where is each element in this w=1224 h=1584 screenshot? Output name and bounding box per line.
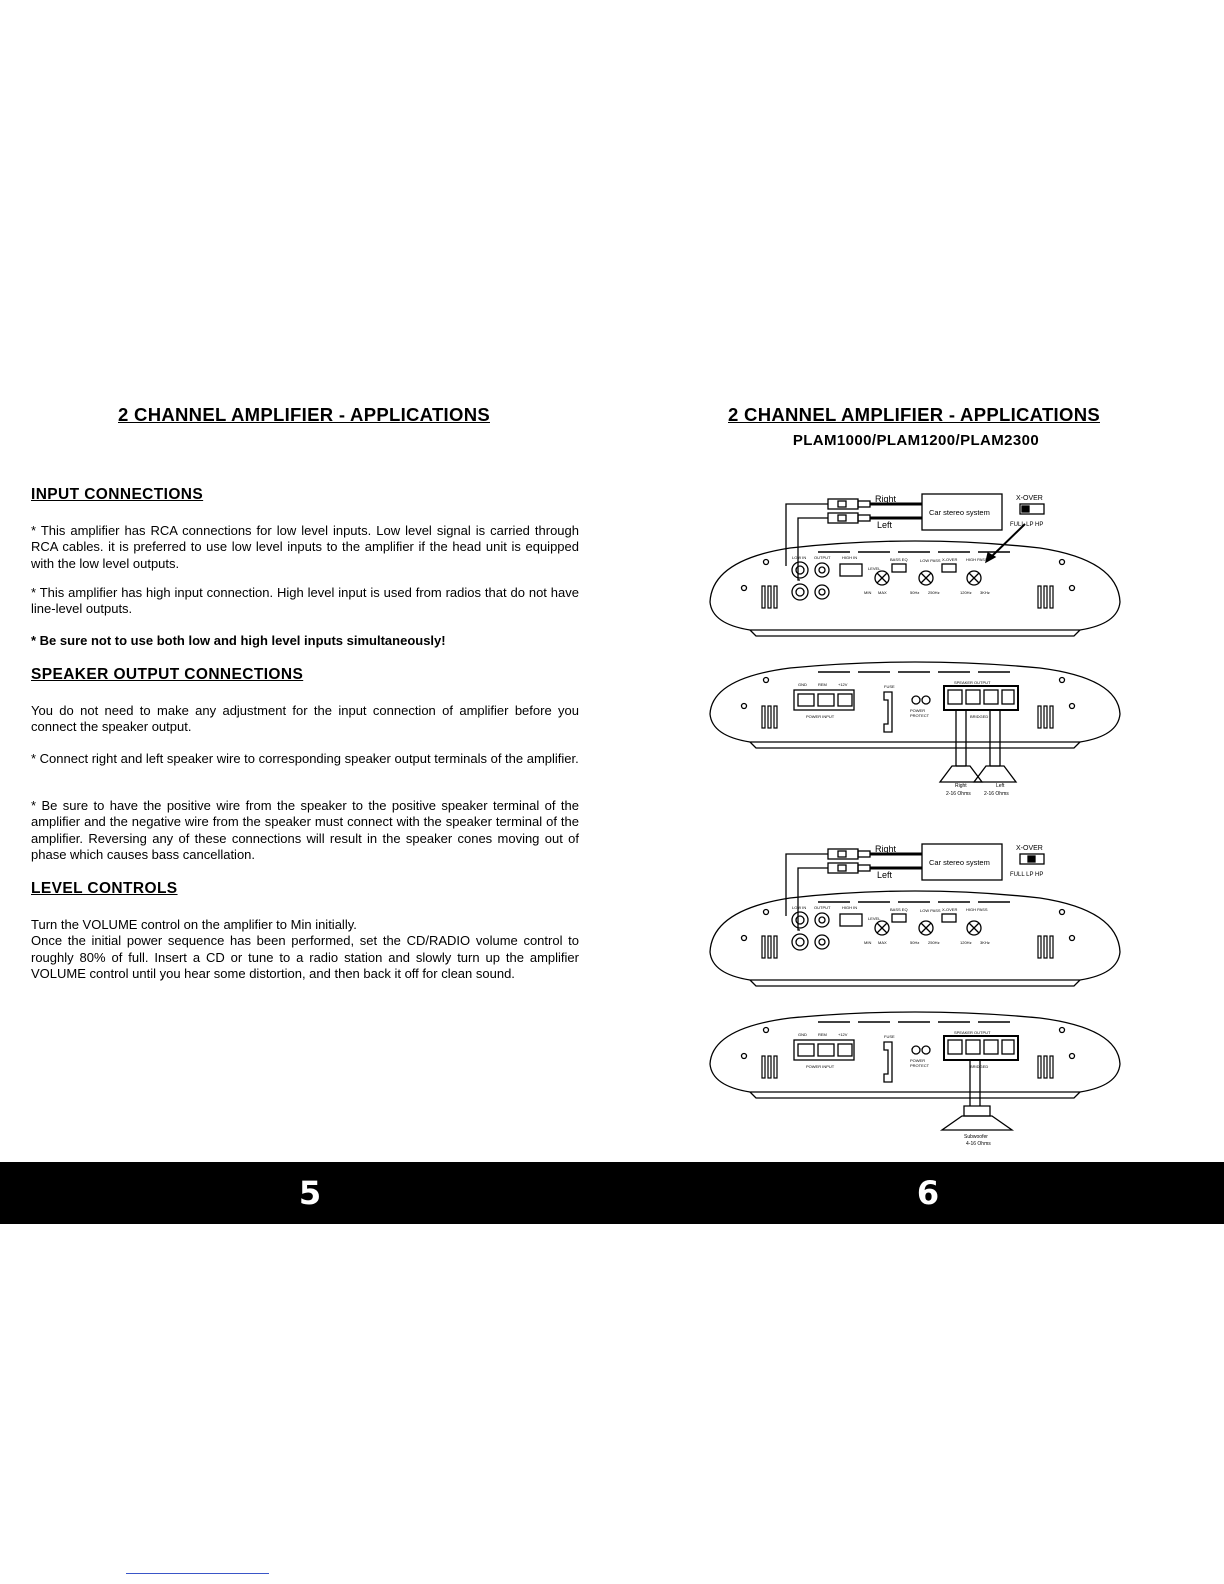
- level-paragraph: Turn the VOLUME control on the amplifier to Min initially. Once the initial power sequence has been performed, set the CD/RADIO volume control to roughly 80% of full. Insert a CD or tune to a radio station and slowly turn up the amplifier VOLUME control until you hear some distortion, and then back it off for clean sound.: [31, 917, 579, 981]
- right-page-title: 2 CHANNEL AMPLIFIER - APPLICATIONS: [728, 404, 1100, 425]
- right-page-number: 6: [916, 1174, 940, 1212]
- d1-ohms-left-label: 2-16 Ohms: [984, 791, 1009, 797]
- d2-rem-label: REM: [818, 1032, 827, 1037]
- d1-min-label: MIN: [864, 590, 872, 595]
- d1-low-pass-label: LOW PASS: [920, 558, 941, 563]
- d1-250hz-label: 250Hz: [928, 590, 940, 595]
- d1-output-label: OUTPUT: [814, 555, 831, 560]
- d1-speaker-output-label: SPEAKER OUTPUT: [954, 680, 991, 685]
- d2-low-in-label: LOW IN: [792, 905, 807, 910]
- d2-subwoofer-label: Subwoofer: [964, 1134, 988, 1140]
- d2-fuse-label: FUSE: [884, 1034, 895, 1039]
- d2-left-label: Left: [877, 870, 893, 880]
- d2-car-stereo-label: Car stereo system: [929, 858, 990, 867]
- d2-bass-eq-label: BASS EQ: [890, 907, 908, 912]
- d1-power-label: POWER: [910, 708, 926, 713]
- d1-speaker-left-label: Left: [996, 783, 1005, 789]
- d2-right-label: Right: [875, 844, 897, 854]
- d2-50hz-label: 50Hz: [910, 940, 920, 945]
- d2-high-pass-label: HIGH PASS: [966, 907, 988, 912]
- d1-level-label: LEVEL: [868, 566, 881, 571]
- d2-power-label: POWER: [910, 1058, 926, 1063]
- d2-250hz-label: 250Hz: [928, 940, 940, 945]
- d1-low-in-label: LOW IN: [792, 555, 807, 560]
- d2-xover-label: X-OVER: [1016, 845, 1043, 852]
- diagram-2-input-panel: [700, 840, 1130, 1010]
- d1-power-input-label: POWER INPUT: [806, 714, 835, 719]
- d1-gnd-label: GND: [798, 682, 807, 687]
- d2-speaker-output-label: SPEAKER OUTPUT: [954, 1030, 991, 1035]
- level-controls-heading: LEVEL CONTROLS: [31, 880, 178, 897]
- d1-ohms-right-label: 2-16 Ohms: [946, 791, 971, 797]
- input-paragraph-1: * This amplifier has RCA connections for low level inputs. Low level signal is carried through RCA cables. it is preferred to use low level inputs to the amplifier if the head unit is equipped with the low level outputs.: [31, 523, 579, 571]
- d1-12v-label: +12V: [838, 682, 848, 687]
- d2-min-label: MIN: [864, 940, 872, 945]
- d1-bridged-label: BRIDGED: [970, 714, 989, 719]
- d1-bass-eq-label: BASS EQ: [890, 557, 908, 562]
- speaker-paragraph-1: You do not need to make any adjustment for the input connection of amplifier before you connect the speaker output.: [31, 703, 579, 735]
- d1-120hz-label: 120Hz: [960, 590, 972, 595]
- page-footer-bar: [0, 1162, 1224, 1224]
- speaker-paragraph-3: * Be sure to have the positive wire from the speaker to the positive speaker terminal of the amplifier and the negative wire from the speaker must connect with the speaker terminal of the amplifier. Reversing any of these connections will result in the speaker cones moving out of phase which causes bass cancellation.: [31, 798, 579, 862]
- d2-protect-label: PROTECT: [910, 1063, 930, 1068]
- d1-xover-label: X-OVER: [1016, 495, 1043, 502]
- d2-12v-label: +12V: [838, 1032, 848, 1037]
- d2-bridged-label: BRIDGED: [970, 1064, 989, 1069]
- d1-speaker-right-label: Right: [955, 783, 967, 789]
- d1-fuse-label: FUSE: [884, 684, 895, 689]
- d1-xover-small-label: X-OVER: [942, 557, 958, 562]
- d1-50hz-label: 50Hz: [910, 590, 920, 595]
- input-warning: * Be sure not to use both low and high level inputs simultaneously!: [31, 633, 446, 648]
- d1-3khz-label: 3KHz: [980, 590, 990, 595]
- d2-low-pass-label: LOW PASS: [920, 908, 941, 913]
- d2-level-label: LEVEL: [868, 916, 881, 921]
- diagram-1-output-panel: [700, 660, 1130, 810]
- input-connections-heading: INPUT CONNECTIONS: [31, 486, 204, 503]
- left-page-title: 2 CHANNEL AMPLIFIER - APPLICATIONS: [118, 404, 490, 425]
- d2-high-in-label: HIGH IN: [842, 905, 858, 910]
- d1-full-lp-hp-label: FULL LP HP: [1010, 522, 1044, 528]
- d2-full-lp-hp-label: FULL LP HP: [1010, 872, 1044, 878]
- d1-high-in-label: HIGH IN: [842, 555, 858, 560]
- d1-car-stereo-label: Car stereo system: [929, 508, 990, 517]
- input-paragraph-2: * This amplifier has high input connection. High level input is used from radios that do not have line-level outputs.: [31, 585, 579, 617]
- bottom-link-underline: [126, 1573, 269, 1574]
- d1-right-label: Right: [875, 494, 897, 504]
- d1-max-label: MAX: [878, 590, 887, 595]
- model-subtitle: PLAM1000/PLAM1200/PLAM2300: [792, 432, 1040, 449]
- d2-3khz-label: 3KHz: [980, 940, 990, 945]
- speaker-output-heading: SPEAKER OUTPUT CONNECTIONS: [31, 666, 304, 683]
- d1-protect-label: PROTECT: [910, 713, 930, 718]
- left-page-number: 5: [298, 1174, 322, 1212]
- d2-ohms-sub-label: 4-16 Ohms: [966, 1141, 991, 1147]
- d2-output-label: OUTPUT: [814, 905, 831, 910]
- d2-max-label: MAX: [878, 940, 887, 945]
- diagram-1-input-panel: [700, 490, 1130, 660]
- d2-120hz-label: 120Hz: [960, 940, 972, 945]
- d2-gnd-label: GND: [798, 1032, 807, 1037]
- d1-rem-label: REM: [818, 682, 827, 687]
- diagram-2-output-panel: [700, 1010, 1130, 1160]
- d2-power-input-label: POWER INPUT: [806, 1064, 835, 1069]
- speaker-paragraph-2: * Connect right and left speaker wire to corresponding speaker output terminals of the amplifier.: [31, 751, 579, 766]
- d1-left-label: Left: [877, 520, 893, 530]
- d1-high-pass-label: HIGH PASS: [966, 557, 988, 562]
- d2-xover-small-label: X-OVER: [942, 907, 958, 912]
